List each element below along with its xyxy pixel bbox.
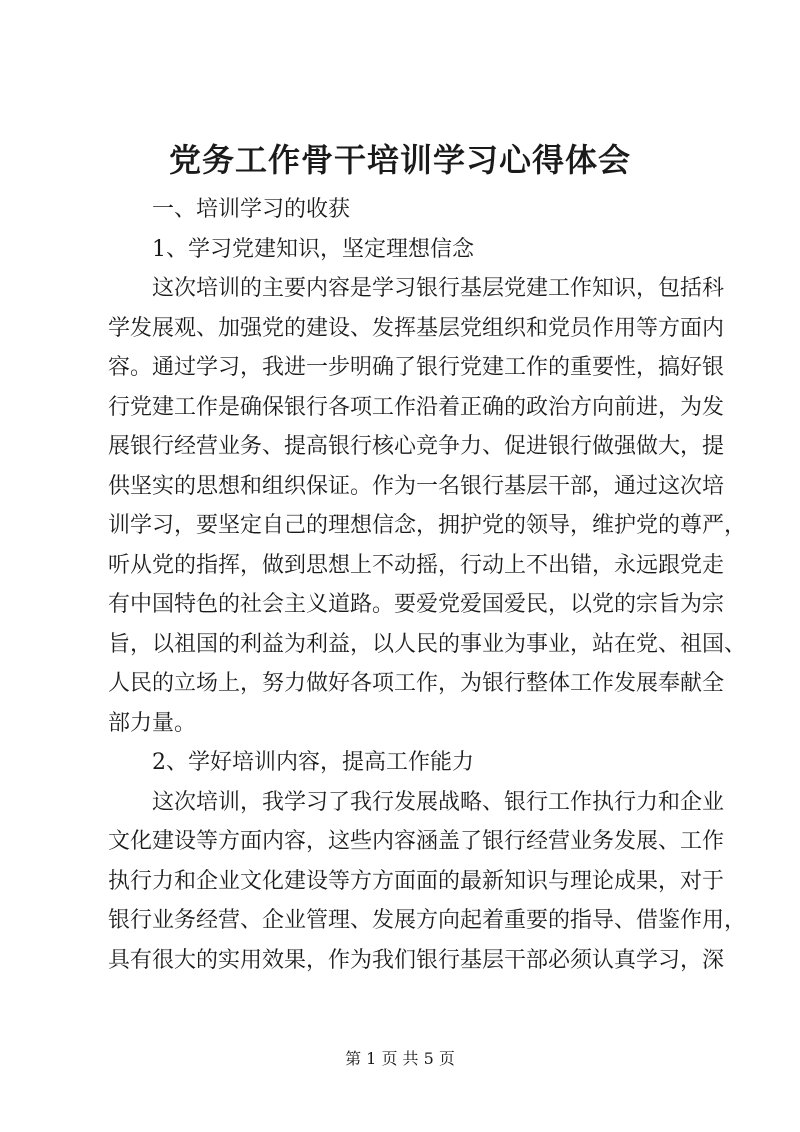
subsection-heading-1: 1、学习党建知识，坚定理想信念 <box>152 236 474 262</box>
section-heading: 一、培训学习的收获 <box>152 197 351 222</box>
paragraph-line: 具有很大的实用效果，作为我们银行基层干部必须认真学习，深 <box>108 947 725 973</box>
paragraph-line: 容。通过学习，我进一步明确了银行党建工作的重要性，搞好银 <box>108 355 725 380</box>
paragraph-line: 执行力和企业文化建设等方方面面的最新知识与理论成果，对于 <box>108 868 725 894</box>
document-body <box>108 190 747 980</box>
paragraph-line: 行党建工作是确保银行各项工作沿着正确的政治方向前进，为发 <box>108 394 725 420</box>
paragraph-line: 旨，以祖国的利益为利益，以人民的事业为事业，站在党、祖国、 <box>108 631 747 657</box>
paragraph-line: 这次培训的主要内容是学习银行基层党建工作知识，包括科 <box>152 276 725 301</box>
page-number-footer: 第 1 页 共 5 页 <box>345 1049 455 1068</box>
paragraph-line: 训学习，要坚定自己的理想信念，拥护党的领导，维护党的尊严， <box>108 513 747 538</box>
paragraph-line: 文化建设等方面内容，这些内容涵盖了银行经营业务发展、工作 <box>108 829 725 854</box>
paragraph-line: 银行业务经营、企业管理、发展方向起着重要的指导、借鉴作用， <box>108 908 747 933</box>
paragraph-line: 听从党的指挥，做到思想上不动摇，行动上不出错，永远跟党走 <box>108 552 725 578</box>
paragraph-line: 供坚实的思想和组织保证。作为一名银行基层干部，通过这次培 <box>108 473 725 499</box>
paragraph-line: 有中国特色的社会主义道路。要爱党爱国爱民，以党的宗旨为宗 <box>108 592 725 617</box>
paragraph-line: 展银行经营业务、提高银行核心竞争力、促进银行做强做大，提 <box>108 434 725 459</box>
paragraph-line: 学发展观、加强党的建设、发挥基层党组织和党员作用等方面内 <box>108 315 725 341</box>
paragraph-line: 人民的立场上，努力做好各项工作，为银行整体工作发展奉献全 <box>108 671 725 696</box>
page-title: 党务工作骨干培训学习心得体会 <box>168 141 631 179</box>
subsection-heading-2: 2、学好培训内容，提高工作能力 <box>152 750 474 775</box>
paragraph-line: 部力量。 <box>108 710 197 736</box>
paragraph-line: 这次培训，我学习了我行发展战略、银行工作执行力和企业 <box>152 789 725 815</box>
